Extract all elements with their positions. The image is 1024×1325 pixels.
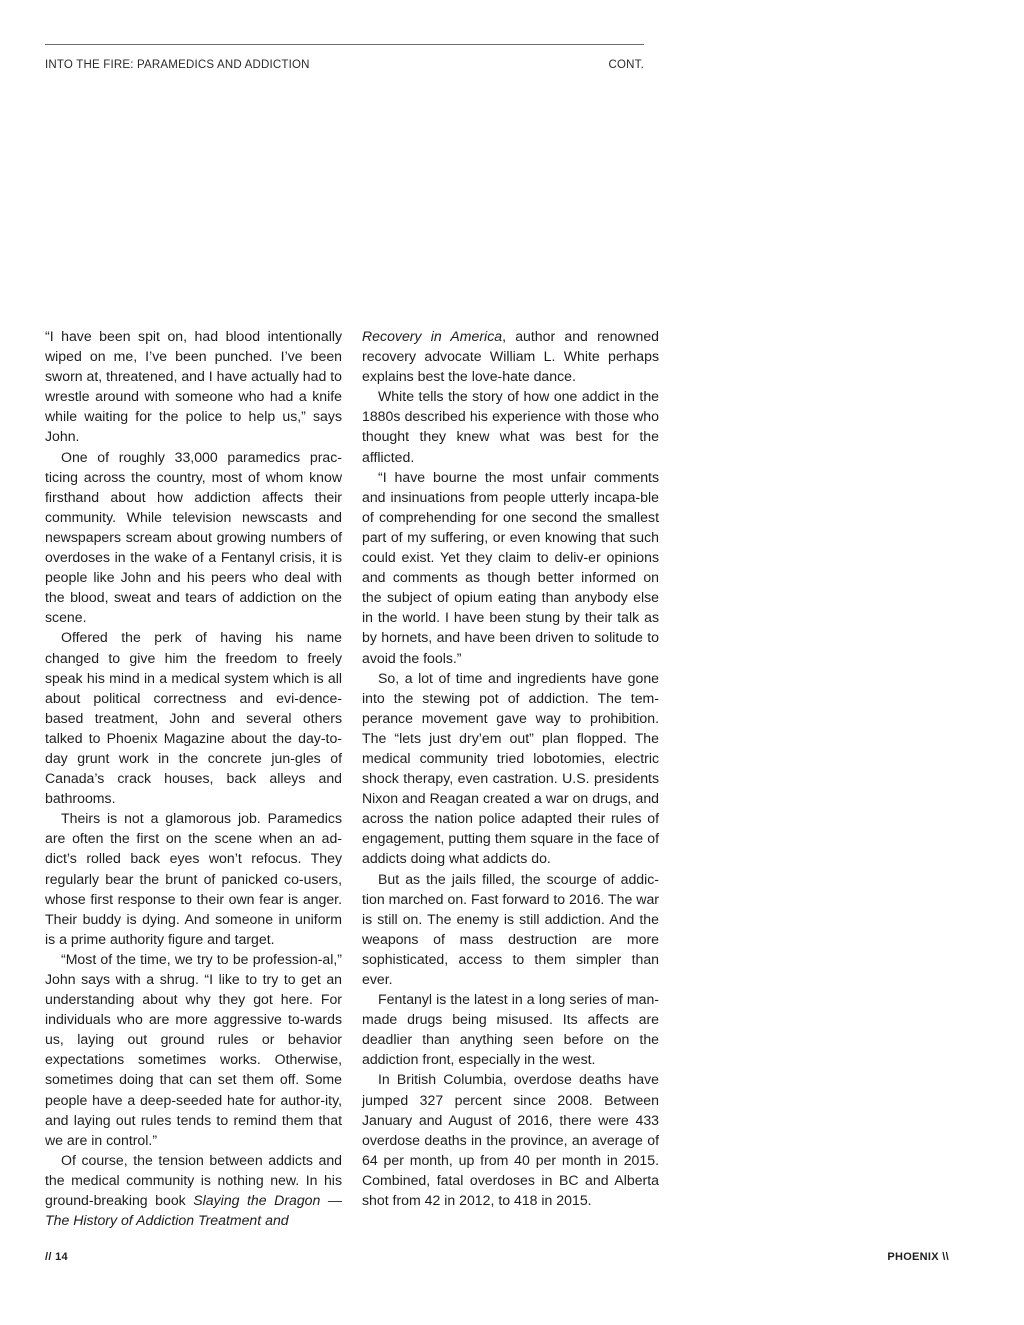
paragraph-2: One of roughly 33,000 paramedics prac-ticing across the country, most of whom know firsthand about how addiction affects their community. While television newscasts and newspapers scream about growing numbers of overdoses in the wake of a Fentanyl crisis, it is people like John and his peers who deal with the blood, sweat and tears of addiction on the scene. [45, 448, 342, 626]
book-title-part-2: Recovery in America [362, 328, 503, 344]
paragraph-12: In British Columbia, overdose deaths have jumped 327 percent since 2008. Between January and August of 2016, there were 433 overdose deaths in the province, an average of 64 per month, up from 40 per month in 2015. Combined, fatal overdoses in BC and Alberta shot from 42 in 2012, to 418 in 2015. [362, 1071, 659, 1209]
article-left-column [45, 326, 342, 1230]
paragraph-6-continued [362, 326, 659, 386]
paragraph-6 [45, 1150, 342, 1230]
publication-name: PHOENIX \\ [887, 1251, 949, 1263]
section-title: INTO THE FIRE: PARAMEDICS AND ADDICTION [45, 59, 310, 71]
paragraph-7: White tells the story of how one addict in the 1880s described his experience with those who thought they knew what was best for the afflicted. [362, 388, 659, 465]
paragraph-5: “Most of the time, we try to be profession-al,” John says with a shrug. “I like to try to get an understanding about why they got here. For individuals who are more aggressive to-wards us, laying out ground rules or behavior expectations sometimes works. Otherwise, sometimes doing that can set them off. Some people have a deep-seeded hate for author-ity, and laying out rules tends to remind them that we are in control.” [45, 950, 342, 1148]
paragraph-10: But as the jails filled, the scourge of addic-tion marched on. Fast forward to 2016. The war is still on. The enemy is still addiction. And the weapons of mass destruction are more sophisticated, access to them simpler than ever. [362, 870, 659, 987]
paragraph-9: So, a lot of time and ingredients have gone into the stewing pot of addiction. The tem-perance movement gave way to prohibition. The “lets just dry’em out” plan flopped. The medical community tried lobotomies, electric shock therapy, even castration. U.S. presidents Nixon and Reagan created a war on drugs, and across the nation police adapted their rules of engagement, putting them square in the face of addicts doing what addicts do. [362, 669, 659, 867]
paragraph-6-start: Of course, the tension between addicts and the medical community is nothing new. In his ground-breaking book [45, 1151, 342, 1209]
paragraph-8: “I have bourne the most unfair comments and insinuations from people utterly incapa-ble of comprehending for one second the smallest part of my suffering, or even knowing that such could exist. Yet they claim to deliv-er opinions and comments as though better informed on the subject of opium eating than anybody else in the world. I have been stung by their talk as by hornets, and have been driven to solitude to avoid the fools.” [362, 468, 659, 666]
paragraph-11: Fentanyl is the latest in a long series of man-made drugs being misused. Its affects are deadlier than anything seen before on the addiction front, especially in the west. [362, 991, 659, 1068]
paragraph-4: Theirs is not a glamorous job. Paramedics are often the first on the scene when an ad-dict’s rolled back eyes won’t refocus. They regularly bear the brunt of panicked co-users, whose first response to their own fear is anger. Their buddy is dying. And someone in uniform is a prime authority figure and target. [45, 810, 342, 947]
continued-label: CONT. [608, 59, 644, 71]
article-right-column [362, 326, 659, 1210]
book-title-part-1: Slaying the Dragon — The History of Addiction Treatment and [45, 1192, 342, 1229]
paragraph-3: Offered the perk of having his name changed to give him the freedom to freely speak his mind in a medical system which is all about political correctness and evi-dence-based treatment, John and several others talked to Phoenix Magazine about the day-to-day grunt work in the concrete jun-gles of Canada’s crack houses, back alleys and bathrooms. [45, 629, 342, 807]
paragraph-6-end: , author and renowned recovery advocate William L. White perhaps explains best the love-hate dance. [362, 328, 659, 385]
page-number: // 14 [45, 1251, 68, 1263]
header-rule [45, 44, 644, 45]
paragraph-1: “I have been spit on, had blood intentionally wiped on me, I’ve been punched. I’ve been sworn at, threatened, and I have actually had to wrestle around with someone who had a knife while waiting for the police to help us,” says John. [45, 328, 342, 445]
